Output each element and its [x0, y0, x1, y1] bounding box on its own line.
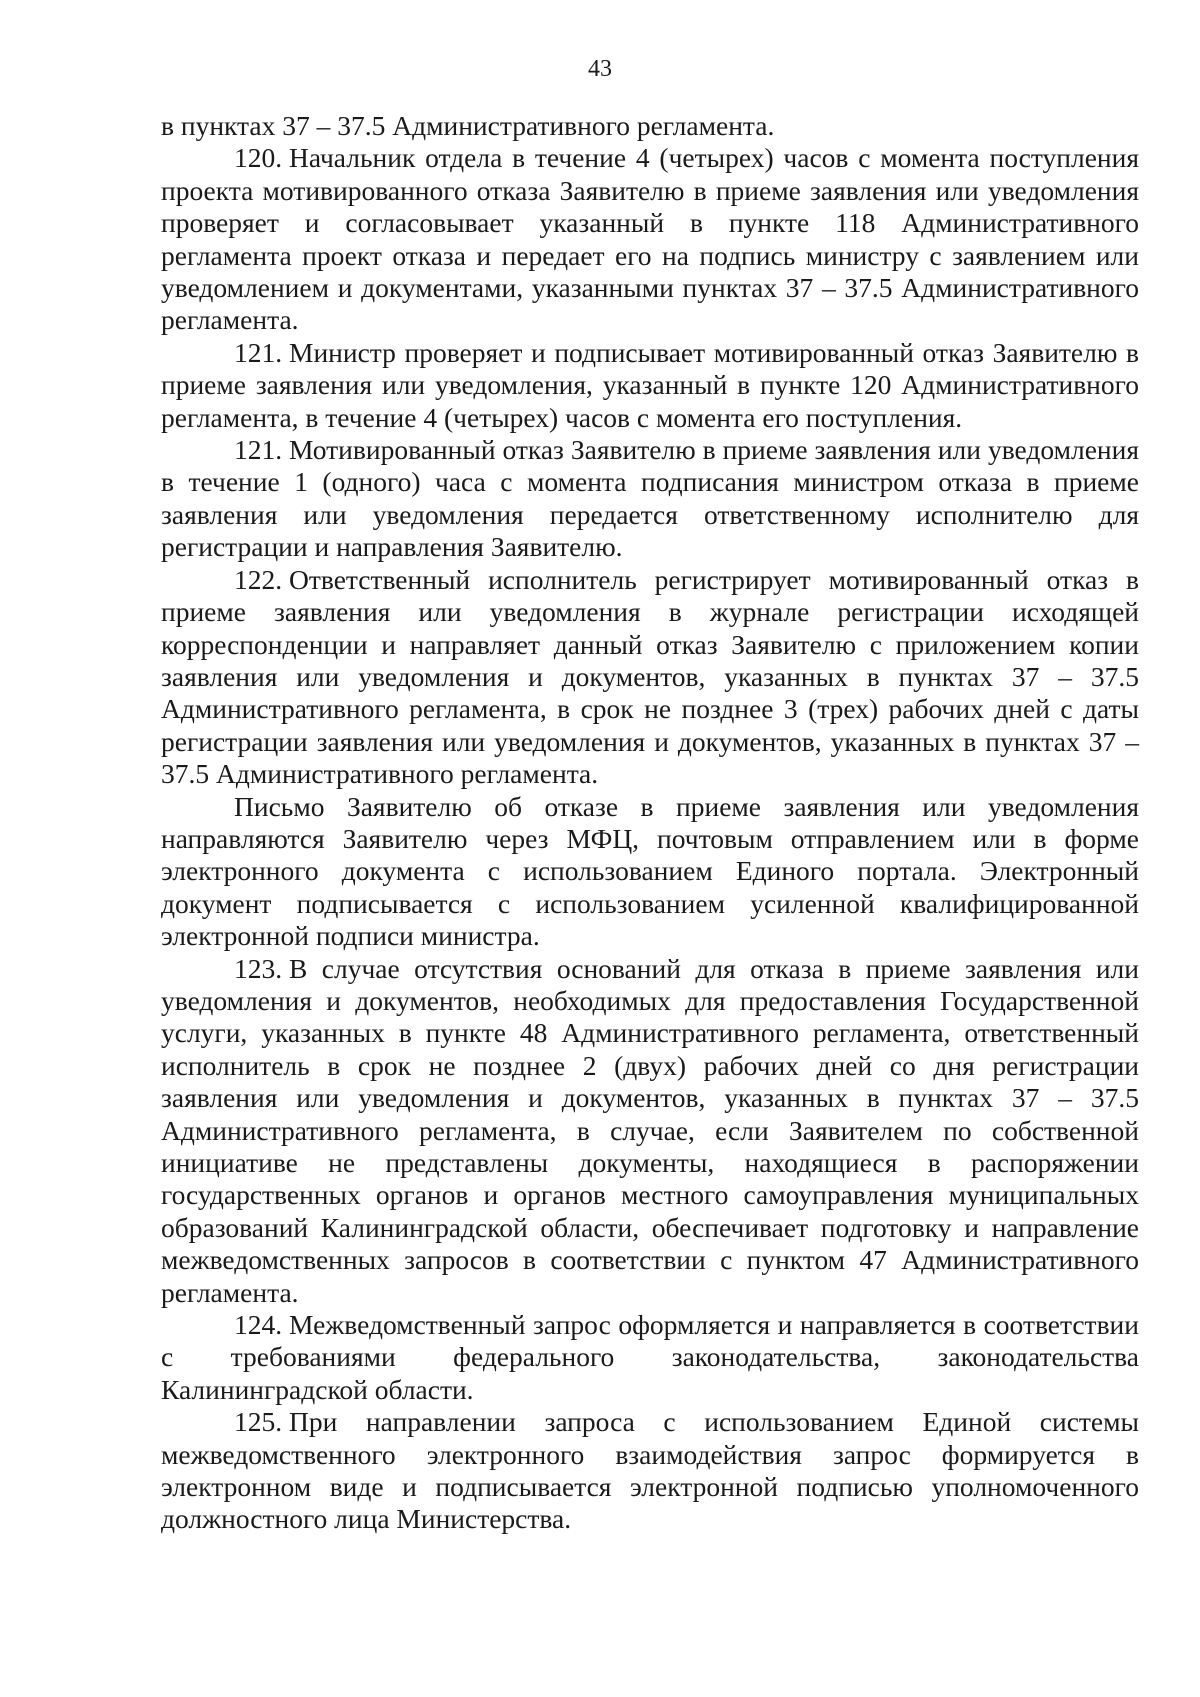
paragraph-number: 123. [234, 952, 283, 984]
paragraph-number: 122. [234, 563, 283, 595]
paragraph-continuation [161, 110, 1139, 142]
paragraph-number: 121. [234, 336, 283, 368]
paragraph-text: в пунктах 37 – 37.5 Административного регламента. [161, 110, 775, 141]
document-body [161, 110, 1139, 1536]
paragraph-text: Начальник отдела в течение 4 (четырех) часов с момента поступления проекта мотивированного отказа Заявителю в приеме заявления или уведомления проверяет и согласовывает указанный в пункте 118 Административного регламента проект отказа и передает его на подпись министру с заявлением или уведомлением и документами, указанными пунктах 37 – 37.5 Административного регламента. [161, 142, 1139, 336]
page-number: 43 [588, 56, 612, 82]
paragraph-text: Ответственный исполнитель регистрирует мотивированный отказ в приеме заявления или уведомления в журнале регистрации исходящей корреспонденции и направляет данный отказ Заявителю с приложением копии заявления или уведомления и документов, указанных в пунктах 37 – 37.5 Административного регламента, в срок не позднее 3 (трех) рабочих дней с даты регистрации заявления или уведомления и документов, указанных в пунктах 37 – 37.5 Административного регламента. [161, 563, 1139, 790]
paragraph-text: В случае отсутствия оснований для отказа в приеме заявления или уведомления и документов, необходимых для предоставления Государственной услуги, указанных в пункте 48 Административного регламента, ответственный исполнитель в срок не позднее 2 (двух) рабочих дней со дня регистрации заявления или уведомления и документов, указанных в пунктах 37 – 37.5 Административного регламента, в случае, если Заявителем по собственной инициативе не представлены документы, находящиеся в распоряжении государственных органов и органов местного самоуправления муниципальных образований Калининградской области, обеспечивает подготовку и направление межведомственных запросов в соответствии с пунктом 47 Административного регламента. [161, 952, 1139, 1308]
paragraph-number: 121. [234, 434, 283, 466]
paragraph-number: 125. [234, 1406, 283, 1438]
paragraph-121-a [161, 337, 1139, 434]
paragraph-120 [161, 142, 1139, 336]
paragraph-122 [161, 564, 1139, 791]
paragraph-number: 124. [234, 1309, 283, 1341]
paragraph-124 [161, 1309, 1139, 1406]
paragraph-125 [161, 1406, 1139, 1536]
paragraph-121-b [161, 434, 1139, 564]
paragraph-number: 120. [234, 142, 283, 174]
paragraph-text: Письмо Заявителю об отказе в приеме заявления или уведомления направляются Заявителю через МФЦ, почтовым отправлением или в форме электронного документа с использованием Единого портала. Электронный документ подписывается с использованием усиленной квалифицированной электронной подписи министра. [161, 790, 1139, 952]
paragraph-text: Межведомственный запрос оформляется и направляется в соответствии с требованиями федерального законодательства, законодательства Калининградской области. [161, 1309, 1139, 1405]
paragraph-123 [161, 953, 1139, 1309]
paragraph-text: При направлении запроса с использованием Единой системы межведомственного электронного взаимодействия запрос формируется в электронном виде и подписывается электронной подписью уполномоченного должностного лица Министерства. [161, 1406, 1139, 1535]
paragraph-text: Министр проверяет и подписывает мотивированный отказ Заявителю в приеме заявления или уведомления, указанный в пункте 120 Административного регламента, в течение 4 (четырех) часов с момента его поступления. [161, 336, 1139, 433]
paragraph-text: Мотивированный отказ Заявителю в приеме заявления или уведомления в течение 1 (одного) часа с момента подписания министром отказа в приеме заявления или уведомления передается ответственному исполнителю для регистрации и направления Заявителю. [161, 434, 1139, 563]
paragraph-letter [161, 791, 1139, 953]
